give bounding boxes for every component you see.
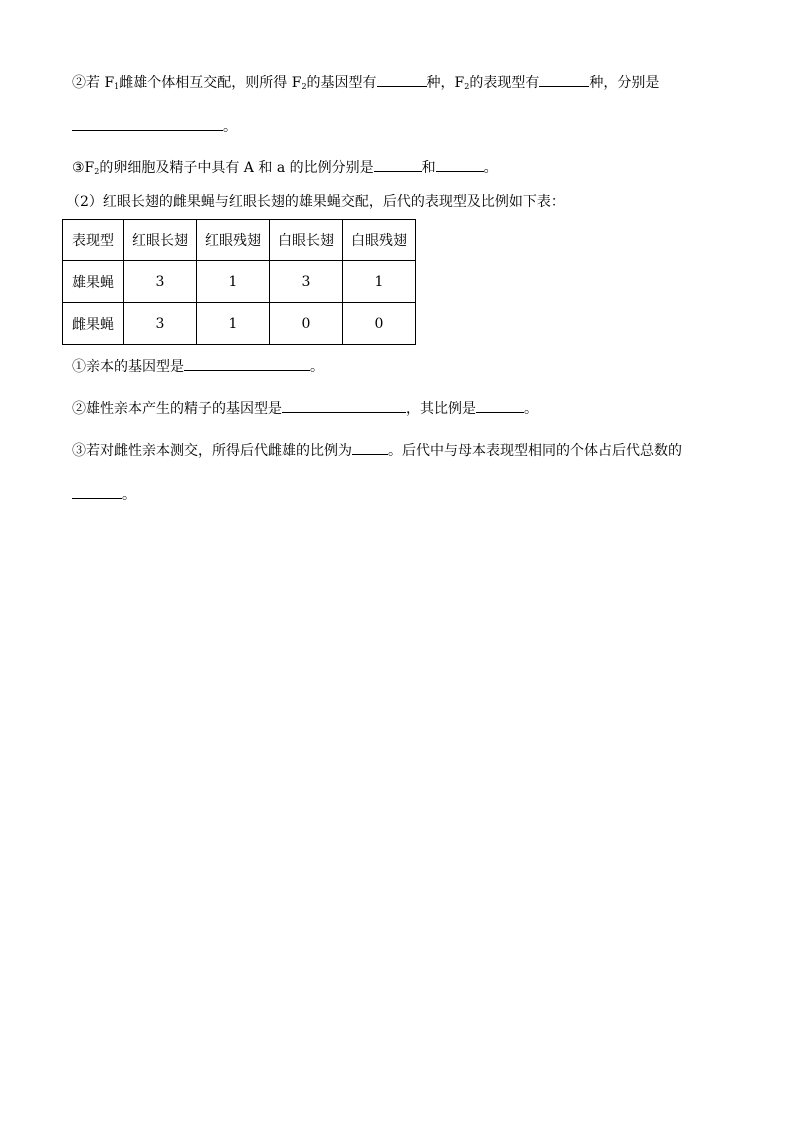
q1-item2-text: 的表现型有 <box>469 75 540 91</box>
table-cell: 3 <box>270 261 343 303</box>
q2-item3-text: ③若对雌性亲本测交，所得后代雌雄的比例为 <box>72 443 352 459</box>
subscript: 2 <box>464 82 470 91</box>
subscript: 2 <box>301 82 307 91</box>
q1-item2-text: 的基因型有 <box>306 75 377 91</box>
answer-blank[interactable] <box>184 356 310 371</box>
punctuation: 。 <box>524 401 538 417</box>
phenotype-table <box>62 219 416 345</box>
table-header-cell: 白眼长翅 <box>270 220 343 261</box>
q2-item3-line <box>72 440 682 460</box>
q2-intro-text: （2）红眼长翅的雌果蝇与红眼长翅的雄果蝇交配，后代的表现型及比例如下表： <box>66 194 565 210</box>
q2-item1-text: ①亲本的基因型是 <box>72 359 184 375</box>
q2-item3-line2 <box>72 484 136 504</box>
answer-blank[interactable] <box>476 398 524 413</box>
q1-item2-text: 种，分别是 <box>589 75 660 91</box>
q1-item2-text: 雌雄个体相互交配，则所得 F <box>119 75 302 91</box>
q2-item2-text: ，其比例是 <box>406 401 476 417</box>
q2-item3-text: 。后代中与母本表现型相同的个体占后代总数的 <box>388 443 682 459</box>
table-cell: 1 <box>197 303 270 345</box>
answer-blank[interactable] <box>282 398 406 413</box>
q1-item2-line <box>72 72 659 96</box>
answer-blank[interactable] <box>72 484 122 499</box>
table-cell: 雄果蝇 <box>63 261 124 303</box>
answer-blank[interactable] <box>374 157 422 172</box>
table-cell: 1 <box>343 261 416 303</box>
q1-item3-text: 的卵细胞及精子中具有 A 和 a 的比例分别是 <box>99 160 374 176</box>
q1-item2-line2 <box>72 116 237 136</box>
punctuation: 。 <box>310 359 324 375</box>
answer-blank[interactable] <box>72 116 223 131</box>
table-cell: 3 <box>124 303 197 345</box>
table-header-cell: 红眼长翅 <box>124 220 197 261</box>
q1-item2-text: 种，F <box>426 75 465 91</box>
answer-blank[interactable] <box>377 72 427 87</box>
q2-item2-text: ②雄性亲本产生的精子的基因型是 <box>72 401 282 417</box>
punctuation: 。 <box>483 160 498 176</box>
q2-intro <box>66 193 565 211</box>
answer-blank[interactable] <box>539 72 589 87</box>
table-cell: 3 <box>124 261 197 303</box>
table-cell: 雌果蝇 <box>63 303 124 345</box>
table-header-cell: 红眼残翅 <box>197 220 270 261</box>
table-cell: 0 <box>343 303 416 345</box>
q2-item1-line <box>72 356 324 376</box>
table-header-row <box>63 220 416 261</box>
table-row <box>63 261 416 303</box>
q2-item2-line <box>72 398 538 418</box>
subscript: 2 <box>94 167 100 176</box>
punctuation: 。 <box>122 487 136 503</box>
table-cell: 0 <box>270 303 343 345</box>
table-cell: 1 <box>197 261 270 303</box>
q1-item3-text: 和 <box>421 160 436 176</box>
table-header-cell: 白眼残翅 <box>343 220 416 261</box>
q1-item3-line <box>72 157 498 181</box>
table-header-cell: 表现型 <box>63 220 124 261</box>
q1-item3-prefix: ③F <box>72 160 95 176</box>
answer-blank[interactable] <box>436 157 484 172</box>
table-row <box>63 303 416 345</box>
q1-item2-prefix: ②若 F <box>72 75 115 91</box>
subscript: 1 <box>114 82 120 91</box>
punctuation: 。 <box>223 119 237 135</box>
answer-blank[interactable] <box>352 440 388 455</box>
